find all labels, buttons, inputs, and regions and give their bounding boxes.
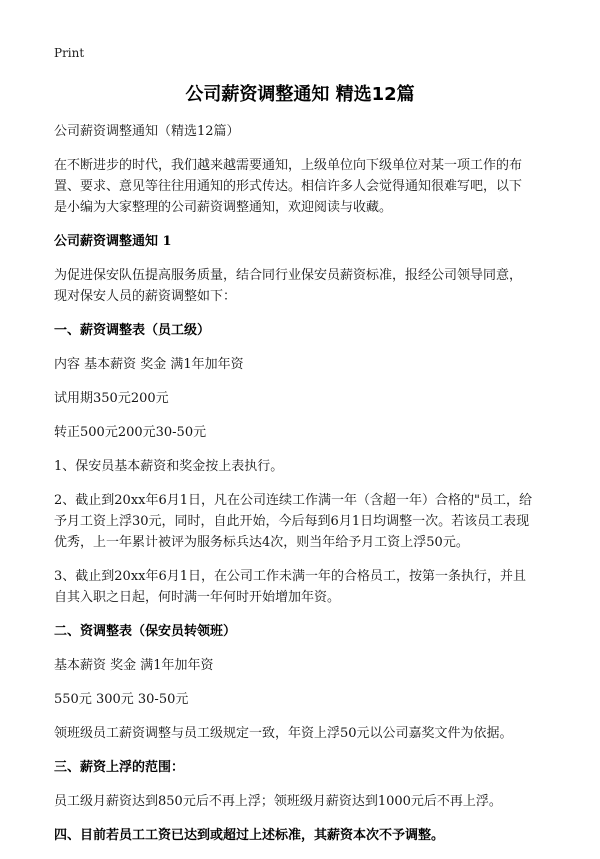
item-2-line: 予月工资上浮30元，同时，自此开始，今后每到6月1日均调整一次。若该员工表现	[54, 514, 530, 529]
item-3-line: 3、截止到20xx年6月1日，在公司工作未满一年的合格员工，按第一条执行，并且	[54, 569, 527, 584]
table2-header: 基本薪资 奖金 满1年加年资	[54, 658, 214, 673]
item-3	[54, 566, 554, 608]
section1-intro-line: 为促进保安队伍提高服务质量，结合同行业保安员薪资标准，报经公司领导同意，	[54, 268, 523, 283]
document-body	[54, 121, 554, 859]
item-2-line: 优秀，上一年累计被评为服务标兵达4次，则当年给予月工资上浮50元。	[54, 535, 469, 550]
item-3-line: 自其入职之日起，何时满一年何时开始增加年资。	[54, 590, 341, 605]
table2-row: 550元 300元 30-50元	[54, 692, 189, 707]
document-title: 公司薪资调整通知 精选12篇	[185, 84, 415, 105]
intro-line: 置、要求、意见等往往用通知的形式传达。相信许多人会觉得通知很难写吧，以下	[54, 179, 523, 194]
heading-item-four: 四、目前若员工工资已达到或超过上述标准，其薪资本次不予调整。	[54, 828, 445, 843]
heading-salary-table-staff: 一、薪资调整表（员工级）	[54, 323, 211, 338]
table1-header: 内容 基本薪资 奖金 满1年加年资	[54, 357, 244, 372]
section1-intro	[54, 265, 554, 307]
section-heading-notice-1: 公司薪资调整通知 1	[54, 234, 172, 249]
heading-raise-range: 三、薪资上浮的范围：	[54, 760, 185, 775]
item-2-line: 2、截止到20xx年6月1日，凡在公司连续工作满一年（含超一年）合格的"员工，给	[54, 493, 532, 508]
table1-row-regular: 转正500元200元30-50元	[54, 425, 207, 440]
intro-line: 在不断进步的时代，我们越来越需要通知，上级单位向下级单位对某一项工作的布	[54, 158, 523, 173]
intro-line: 是小编为大家整理的公司薪资调整通知，欢迎阅读与收藏。	[54, 200, 393, 215]
item-1: 1、保安员基本薪资和奖金按上表执行。	[54, 459, 284, 474]
leader-note: 领班级员工薪资调整与员工级规定一致，年资上浮50元以公司嘉奖文件为依据。	[54, 726, 513, 741]
intro-paragraph	[54, 155, 554, 218]
item-2	[54, 490, 554, 553]
subtitle: 公司薪资调整通知（精选12篇）	[54, 124, 240, 139]
table1-row-probation: 试用期350元200元	[54, 391, 169, 406]
heading-salary-table-leader: 二、资调整表（保安员转领班）	[54, 624, 237, 639]
raise-range-text: 员工级月薪资达到850元后不再上浮；领班级月薪资达到1000元后不再上浮。	[54, 794, 502, 809]
print-link[interactable]: Print	[54, 46, 85, 60]
section1-intro-line: 现对保安人员的薪资调整如下：	[54, 289, 237, 304]
